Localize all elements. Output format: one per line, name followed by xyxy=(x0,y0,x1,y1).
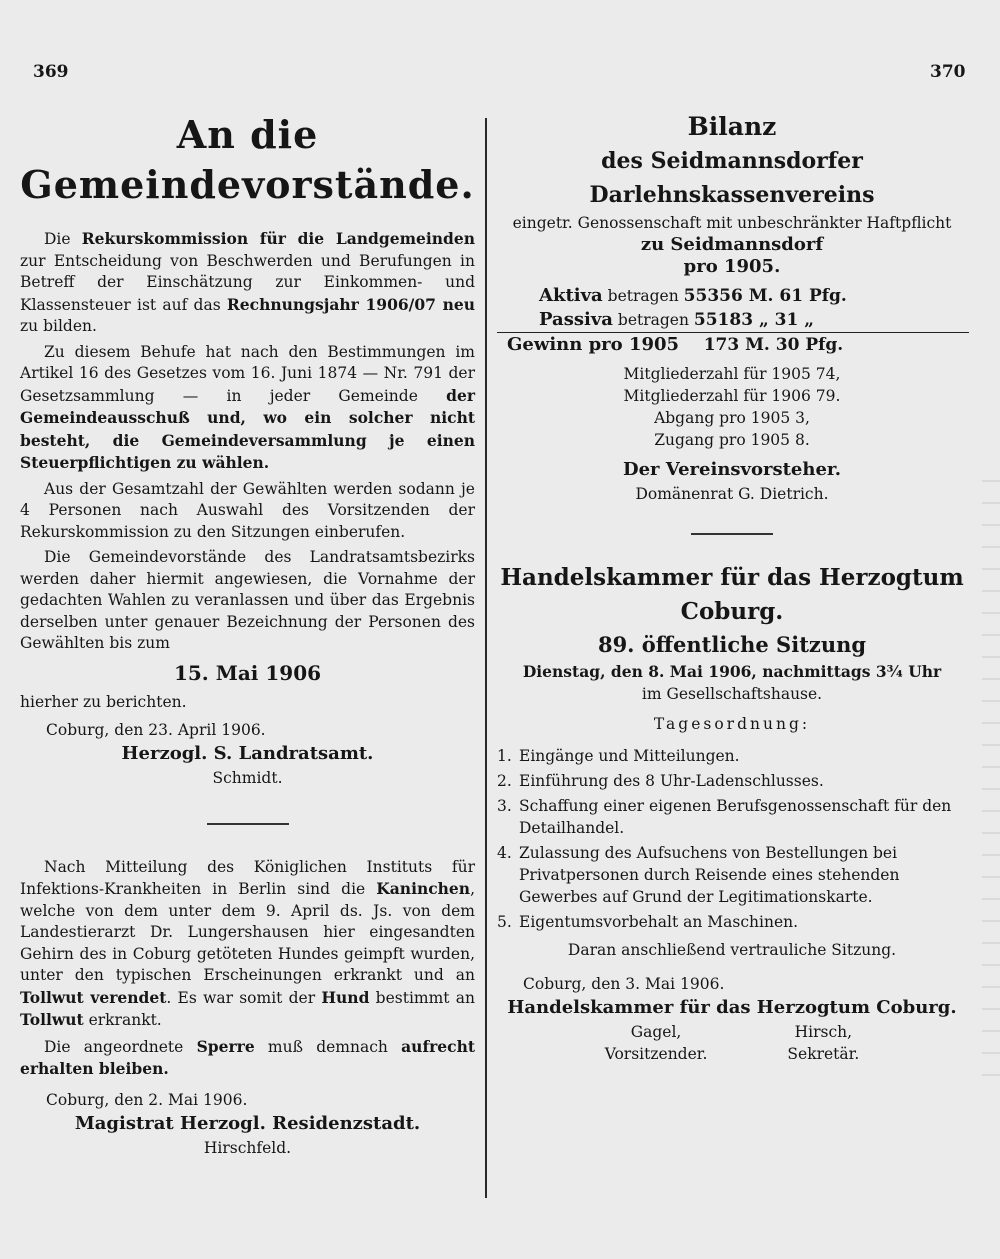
right-column xyxy=(497,110,967,1065)
notice-paragraph-2: Zu diesem Behufe hat nach den Bestimmungen im Artikel 16 des Gesetzes vom 16. Juni 1874 — Nr. 791 der Gesetzsammlung — in jeder Gemeinde der Gemeindeausschuß und, wo ein solcher nicht besteht, die Gemeindeversammlung je einen Steuerpflichtigen zu wählen. xyxy=(20,342,475,472)
page-number-right: 370 xyxy=(930,62,966,82)
agenda-list xyxy=(497,745,967,933)
agenda-item: 4. Zulassung des Aufsuchens von Bestellungen bei Privatpersonen durch Reisende eines stehenden Gewerbes auf Grund der Legitimationskarte. xyxy=(497,844,900,906)
place-date-3: Coburg, den 3. Mai 1906. xyxy=(523,975,725,993)
left-column xyxy=(20,110,475,1159)
chamber-title: Handelskammer für das Herzogtum Coburg. xyxy=(500,564,964,625)
profit-row: Gewinn pro 1905 173 M. 30 Pfg. xyxy=(507,334,844,355)
balance-year: pro 1905. xyxy=(683,256,781,277)
liabilities-row: Passiva betragen 55183 „ 31 „ xyxy=(497,308,969,333)
arrivals: Zugang pro 1905 8. xyxy=(654,431,810,449)
section-separator xyxy=(207,823,289,825)
agenda-item: 2. Einführung des 8 Uhr-Ladenschlusses. xyxy=(497,772,824,790)
rabies-notice-paragraph-1: Nach Mitteilung des Königlichen Instituts für Infektions-Krankheiten in Berlin sind die Kaninchen, welche von dem unter dem 9. April ds. Js. von dem Landestierarzt Dr. Lungershausen hier eingesandten Gehirn des in Coburg getöteten Hundes geimpft wurden, unter den typischen Erscheinungen erkrankt und an Tollwut verendet. Es war somit der Hund bestimmt an Tollwut erkrankt. xyxy=(20,857,475,1029)
rabies-notice-paragraph-2: Die angeordnete Sperre muß demnach aufrecht erhalten bleiben. xyxy=(20,1036,476,1078)
chair-signature: Gagel, Vorsitzender. xyxy=(604,1023,708,1063)
place-date-2: Coburg, den 2. Mai 1906. xyxy=(46,1090,248,1109)
association-chair-title: Der Vereinsvorsteher. xyxy=(622,459,842,480)
deadline-date: 15. Mai 1906 xyxy=(173,660,322,685)
members-1905: Mitgliederzahl für 1905 74, xyxy=(623,365,841,383)
column-divider xyxy=(485,118,487,1198)
notice-paragraph-5: hierher zu berichten. xyxy=(20,692,187,711)
members-1906: Mitgliederzahl für 1906 79. xyxy=(623,387,841,405)
issuing-authority-2: Magistrat Herzogl. Residenzstadt. xyxy=(74,1112,421,1134)
agenda-title: Tagesordnung: xyxy=(653,715,811,733)
notice-paragraph-4: Die Gemeindevorstände des Landratsamtsbezirks werden daher hiermit angewiesen, die Vornahme der gedachten Wahlen zu veranlassen und über das Ergebnis derselben unter genauer Bezeichnung der Personen des Gewählten bis zum xyxy=(20,548,475,652)
notice-title: An die Gemeindevorstände. xyxy=(20,112,475,207)
agenda-item: 5. Eigentumsvorbehalt an Maschinen. xyxy=(497,913,799,931)
signer-name: Schmidt. xyxy=(212,768,283,787)
section-separator-right xyxy=(691,533,773,535)
signer-name-2: Hirschfeld. xyxy=(203,1138,292,1157)
balance-place: zu Seidmannsdorf xyxy=(640,234,824,255)
assets-row: Aktiva betragen 55356 M. 61 Pfg. xyxy=(539,285,847,306)
balance-cooperative-type: eingetr. Genossenschaft mit unbeschränkter Haftpflicht xyxy=(512,214,952,232)
notice-paragraph-3: Aus der Gesamtzahl der Gewählten werden sodann je 4 Personen nach Auswahl des Vorsitzenden der Rekurskommission zu den Sitzungen einberufen. xyxy=(20,479,475,541)
association-chair-name: Domänenrat G. Dietrich. xyxy=(635,485,829,503)
issuing-authority: Herzogl. S. Landratsamt. xyxy=(121,742,374,764)
agenda-item: 1. Eingänge und Mitteilungen. xyxy=(497,747,740,765)
departures: Abgang pro 1905 3, xyxy=(654,409,810,427)
page-number-left: 369 xyxy=(33,62,69,82)
notice-paragraph-1: Die Rekurskommission für die Landgemeinden zur Entscheidung von Beschwerden und Berufungen in Betreff der Einschätzung zur Einkommen- und Klassensteuer ist auf das Rechnungsjahr 1906/07 neu zu bilden. xyxy=(20,229,475,335)
bleed-through-texture xyxy=(982,480,1000,1080)
place-date: Coburg, den 23. April 1906. xyxy=(46,720,266,739)
balance-title: Bilanz xyxy=(687,112,777,141)
balance-subtitle: des Seidmannsdorfer Darlehnskassenvereins xyxy=(589,148,875,208)
chamber-authority: Handelskammer für das Herzogtum Coburg. xyxy=(507,997,957,1018)
chamber-signatures xyxy=(497,1021,967,1065)
chamber-session: 89. öffentliche Sitzung xyxy=(597,632,867,657)
closing-note: Daran anschließend vertrauliche Sitzung. xyxy=(567,941,897,959)
chamber-session-date: Dienstag, den 8. Mai 1906, nachmittags 3¾ Uhr xyxy=(522,662,942,681)
chamber-session-place: im Gesellschaftshause. xyxy=(641,685,823,703)
agenda-item: 3. Schaffung einer eigenen Berufsgenossenschaft für den Detailhandel. xyxy=(497,797,952,837)
secretary-signature: Hirsch, Sekretär. xyxy=(787,1023,860,1063)
